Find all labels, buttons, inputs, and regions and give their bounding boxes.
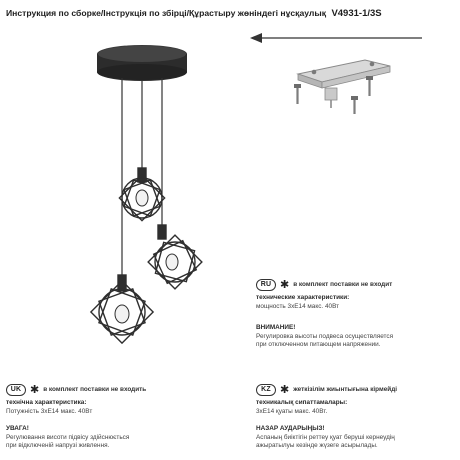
- uk-language-badge: UK: [6, 384, 26, 396]
- pendant-lamp-icon: [91, 275, 153, 343]
- ru-not-included-note: в комплект поставки не входит: [293, 280, 393, 288]
- star-icon: ✱: [280, 279, 290, 291]
- canopy-icon: [97, 45, 187, 81]
- star-icon: ✱: [30, 384, 40, 396]
- ru-warning-line-2: при отключенном питающем напряжении.: [256, 341, 381, 349]
- uk-not-included-note: в комплект поставки не входить: [43, 385, 147, 393]
- uk-warning-title: УВАГА!: [6, 425, 29, 433]
- kz-language-badge: KZ: [256, 384, 276, 396]
- ru-warning-line-1: Регулировка высоты подвеса осуществляется: [256, 332, 394, 340]
- star-icon: ✱: [280, 384, 290, 396]
- mounting-bracket-icon: [276, 50, 396, 130]
- kz-not-included-note: жеткізілім жиынтығына кірмейді: [293, 385, 398, 393]
- uk-section: [6, 383, 146, 451]
- kz-warning-line-2: ажыратылуы кезінде жүзеге асырылады.: [256, 442, 378, 450]
- uk-warning-line-2: при відключеній напрузі живлення.: [6, 442, 110, 450]
- kz-warning-line-1: Аспаның биіктігін реттеу қуат беруші кернеудің: [256, 433, 395, 441]
- kz-specs-value: 3хЕ14 қуаты макс. 40Вт.: [256, 407, 328, 415]
- instruction-title: Инструкция по сборке/Інструкція по збірці/Құрастыру жөніндегі нұсқаулық: [6, 8, 327, 18]
- pendant-lamp-icon: [148, 225, 202, 289]
- ru-warning-title: ВНИМАНИЕ!: [256, 324, 296, 332]
- uk-specs-value: Потужність 3хЕ14 макс. 40Вт: [6, 407, 93, 415]
- kz-specs-label: техникалық сипаттамалары:: [256, 399, 348, 406]
- uk-specs-label: технічна характеристика:: [6, 399, 87, 406]
- ru-section: [256, 278, 393, 350]
- ru-specs-label: технические характеристики:: [256, 294, 350, 301]
- ru-language-badge: RU: [256, 279, 276, 291]
- ru-specs-value: мощность 3хЕ14 макс. 40Вт: [256, 302, 340, 310]
- model-number: V4931-1/3S: [331, 8, 382, 19]
- kz-warning-title: НАЗАР АУДАРЫҢЫЗ!: [256, 425, 325, 433]
- pendant-lamp-icon: [119, 168, 164, 221]
- kz-section: [256, 383, 397, 451]
- uk-warning-line-1: Регулювання висоти підвісу здійснюється: [6, 433, 130, 441]
- arrow-icon: [250, 33, 422, 43]
